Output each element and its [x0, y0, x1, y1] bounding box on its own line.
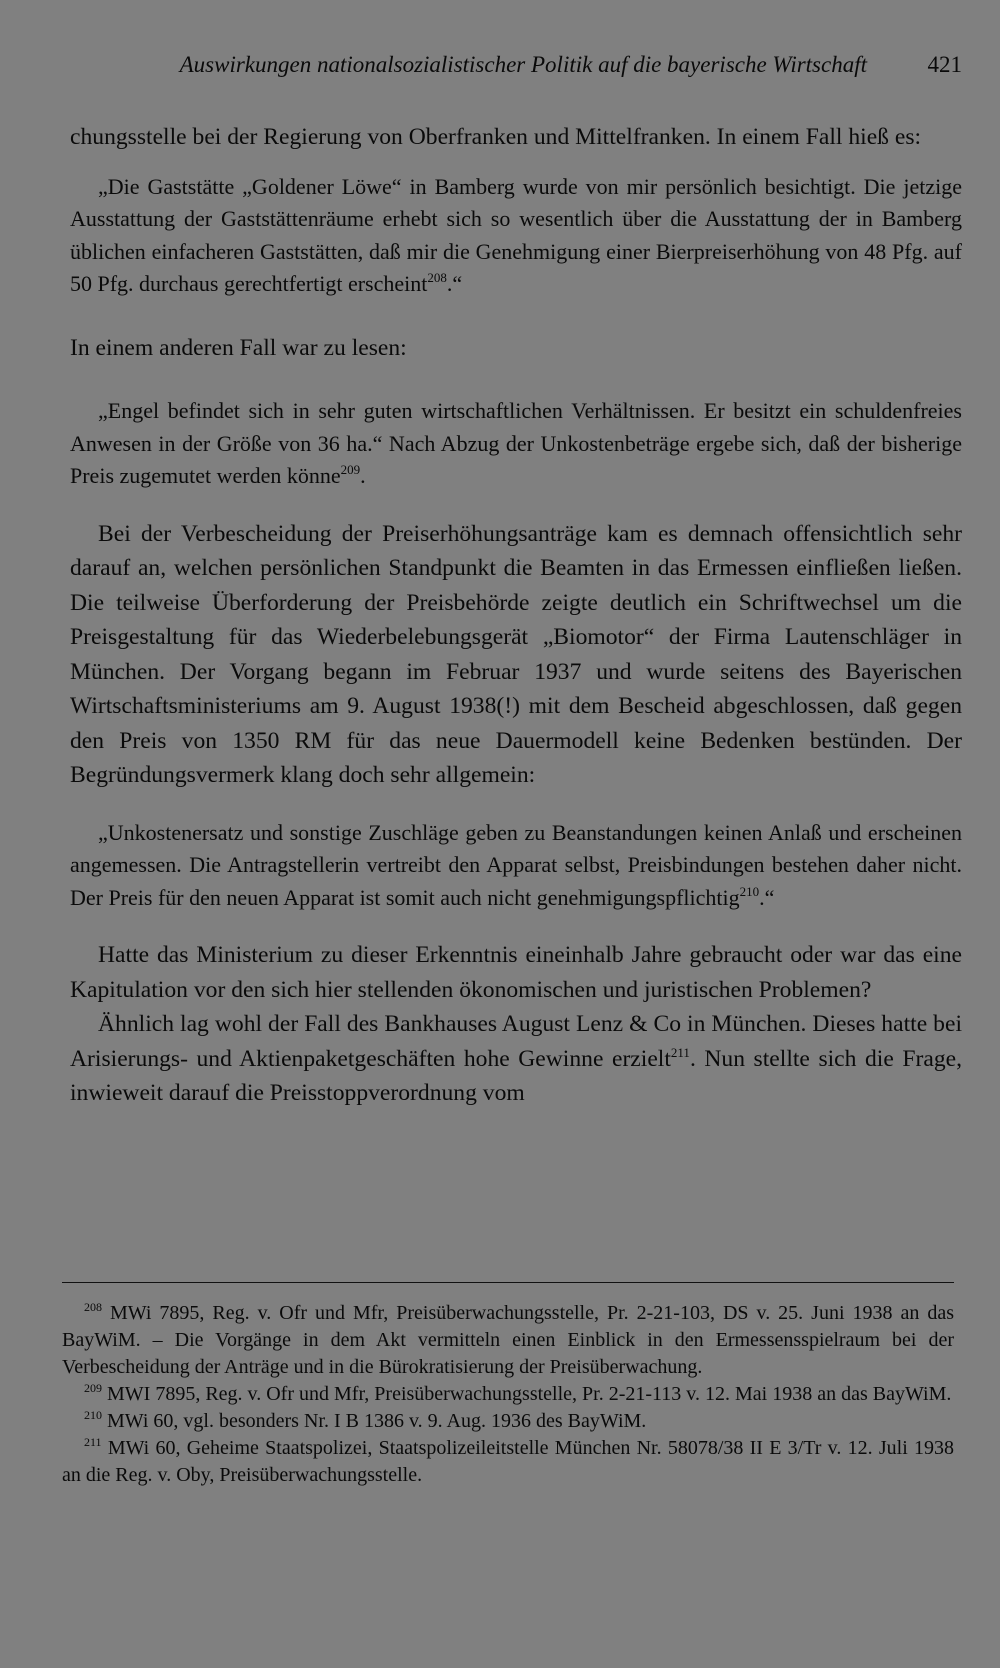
footnote-ref: 209	[340, 462, 361, 477]
page-header	[70, 52, 962, 88]
footnote-divider	[62, 1282, 954, 1283]
body-text	[70, 120, 962, 1111]
footnote-ref: 211	[670, 1044, 690, 1060]
paragraph: Hatte das Ministerium zu dieser Erkenntnis eineinhalb Jahre gebraucht oder war das eine Kapitulation vor den sich hier stellenden ökonomischen und juristischen Problemen?	[70, 942, 962, 1003]
footnote-ref: 210	[739, 883, 760, 899]
paragraph: Bei der Verbescheidung der Preiserhöhungsanträge kam es demnach offensichtlich sehr darauf an, welchen persönlichen Standpunkt die Beamten in das Ermessen einfließen ließen. Die teilweise Überforderung der Preisbehörde zeigte deutlich ein Schriftwechsel um die Preisgestaltung für das Wiederbelebungsgerät „Biomotor“ der Firma Lautenschläger in München. Der Vorgang begann im Februar 1937 und wurde seitens des Bayerischen Wirtschaftsministeriums am 9. August 1938(!) mit dem Bescheid abgeschlossen, daß gegen den Preis von 1350 RM für das neue Dauermodell keine Bedenken bestünden. Der Begründungsvermerk klang doch sehr allgemein:	[70, 520, 962, 788]
page-number: 421	[927, 52, 962, 77]
footnote: $^{208}$ MWi 7895, Reg. v. Ofr und Mfr, Preisüberwachungsstelle, Pr. 2-21-103, DS v. 25. Juni 1938 an das BayWiM. – Die Vorgänge in dem Akt vermitteln einen Einblick in den Ermessensspielraum bei der Verbescheidung der Anträge und in die Bürokratisierung der Preisüberwachung.	[62, 1300, 954, 1378]
block-quote: „Unkostenersatz und sonstige Zuschläge geben zu Beanstandungen keinen Anlaß und erscheinen angemessen. Die Antragstellerin vertreibt den Apparat selbst, Preisbindungen bestehen daher nicht. Der Preis für den neuen Apparat ist somit auch nicht genehmigungspflichtig$^{210}$.“	[70, 819, 962, 910]
footnote: $^{209}$ MWI 7895, Reg. v. Ofr und Mfr, Preisüberwachungsstelle, Pr. 2-21-113 v. 12. Mai 1938 an das BayWiM.	[84, 1381, 952, 1405]
paragraph: Ähnlich lag wohl der Fall des Bankhauses August Lenz & Co in München. Dieses hatte bei Arisierungs- und Aktienpaketgeschäften hohe Gewinne erzielt$^{211}$. Nun stellte sich die Frage, inwieweit darauf die Preisstoppverordnung vom	[70, 1011, 962, 1106]
footnotes	[62, 1300, 954, 1489]
footnote: $^{210}$ MWi 60, vgl. besonders Nr. I B 1386 v. 9. Aug. 1936 des BayWiM.	[84, 1408, 647, 1432]
paragraph: In einem anderen Fall war zu lesen:	[70, 334, 407, 361]
block-quote: „Die Gaststätte „Goldener Löwe“ in Bamberg wurde von mir persönlich besichtigt. Die jetzige Ausstattung der Gaststättenräume erhebt sich so wesentlich über die Ausstattung der in Bamberg üblichen einfacheren Gaststätten, daß mir die Genehmigung einer Bierpreiserhöhung von 48 Pfg. auf 50 Pfg. durchaus gerechtfertigt erscheint$^{208}$.“	[70, 173, 962, 296]
footnote-ref: 208	[427, 270, 447, 285]
paragraph: chungsstelle bei der Regierung von Oberfranken und Mittelfranken. In einem Fall hieß es:	[70, 124, 922, 150]
footnote: $^{211}$ MWi 60, Geheime Staatspolizei, Staatspolizeileitstelle München Nr. 58078/38 II E 3/Tr v. 12. Juli 1938 an die Reg. v. Oby, Preisüberwachungsstelle.	[62, 1435, 954, 1486]
running-title: Auswirkungen nationalsozialistischer Politik auf die bayerische Wirtschaft	[179, 52, 867, 77]
block-quote: „Engel befindet sich in sehr guten wirtschaftlichen Verhältnissen. Er besitzt ein schuldenfreies Anwesen in der Größe von 36 ha.“ Nach Abzug der Unkostenbeträge ergebe sich, daß der bisherige Preis zugemutet werden könne$^{209}$.	[70, 398, 962, 488]
